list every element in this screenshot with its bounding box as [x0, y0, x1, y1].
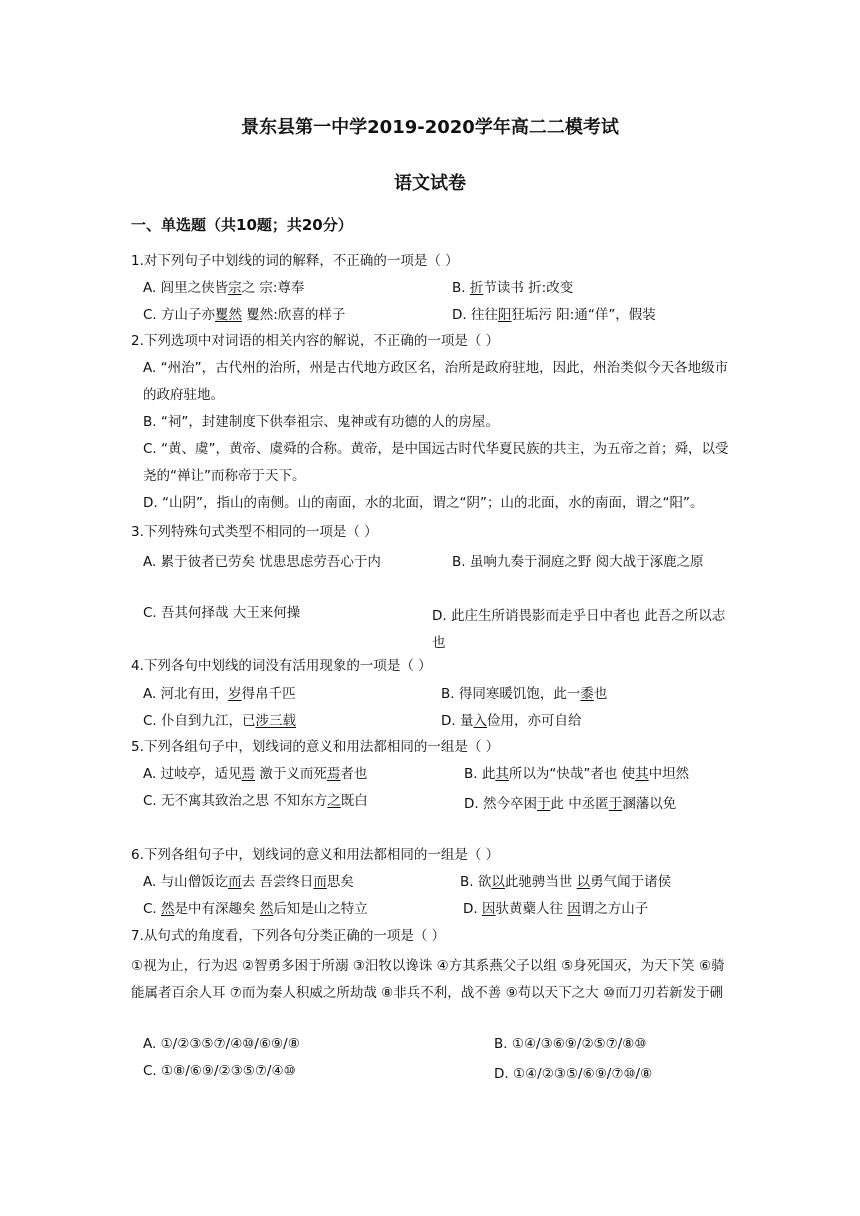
sentence-list: ①视为止，行为迟 ②智勇多困于所溺 ③汨牧以谗诛 ④方其系燕父子以组 ⑤身死国灭，为天下笑 ⑥骑能属者百余人耳 ⑦而为秦人积威之所劫哉 ⑧非兵不利，战不善 ⑨苟以天下之大 ⑩而刀刃若新发于硎 — [131, 958, 725, 1001]
exam-subtitle: 语文试卷 — [394, 173, 466, 194]
section-title: 一、单选题（共10题；共20分） — [131, 216, 353, 234]
question-stem: 1.对下列句子中划线的词的解释，不正确的一项是（ ） — [131, 253, 459, 269]
option-b: B. “祠”，封建制度下供奉祖宗、鬼神或有功德的人的房屋。 — [143, 414, 499, 430]
option-d: D. “山阴”，指山的南侧。山的南面，水的北面，谓之“阴”；山的北面，水的南面，谓之“阳”。 — [143, 495, 704, 511]
option-a: A. ①/②③⑤⑦/④⑩/⑥⑨/⑧ — [143, 1036, 300, 1052]
option-b: B. 折节读书 折:改变 — [452, 280, 574, 296]
option-b: B. 此其所以为“快哉”者也 使其中坦然 — [464, 766, 690, 782]
option-a: A. “州治”，古代州的治所，州是古代地方政区名，治所是政府驻地，因此，州治类似今天各地级市的政府驻地。 — [143, 360, 729, 403]
option-c: C. 然是中有深趣矣 然后知是山之特立 — [143, 901, 368, 917]
option-d: D. ①④/②③⑤/⑥⑨/⑦⑩/⑧ — [494, 1066, 653, 1082]
option-a: A. 闾里之侠皆宗之 宗:尊奉 — [143, 280, 305, 296]
option-c: C. ①⑧/⑥⑨/②③⑤⑦/④⑩ — [143, 1063, 296, 1079]
option-d: D. 然今卒困于此 中丞匿于溷藩以免 — [464, 796, 677, 812]
option-d: D. 量入俭用，亦可自给 — [441, 713, 582, 729]
option-b: B. ①④/③⑥⑨/②⑤⑦/⑧⑩ — [494, 1036, 647, 1052]
option-d: D. 往往阳狂垢污 阳:通“佯”，假装 — [452, 307, 656, 323]
option-c: C. 无不寓其致治之思 不知东方之既白 — [143, 793, 368, 809]
option-c: C. 方山子亦矍然 矍然:欣喜的样子 — [143, 307, 346, 323]
question-stem: 2.下列选项中对词语的相关内容的解说，不正确的一项是（ ） — [131, 333, 500, 349]
option-a: A. 与山僧饭讫而去 吾尝终日而思矣 — [143, 874, 354, 890]
question-stem: 6.下列各组句子中，划线词的意义和用法都相同的一组是（ ） — [131, 847, 500, 863]
option-d: D. 此庄生所诮畏影而走乎日中者也 此吾之所以志也 — [432, 608, 726, 651]
exam-title: 景东县第一中学2019-2020学年高二二模考试 — [241, 117, 619, 138]
option-b: B. 欲以此驰骋当世 以勇气闻于诸侯 — [460, 874, 672, 890]
option-d: D. 因驮黄蘗人往 因谓之方山子 — [463, 901, 649, 917]
option-b: B. 得同寒暖饥饱，此一黍也 — [441, 686, 608, 702]
option-c: C. “黄、虞”，黄帝、虞舜的合称。黄帝，是中国远古时代华夏民族的共主，为五帝之首；舜，以受尧的“禅让”而称帝于天下。 — [143, 441, 729, 484]
question-stem: 3.下列特殊句式类型不相同的一项是（ ） — [131, 524, 378, 540]
option-b: B. 虽响九奏于洞庭之野 阅大战于涿鹿之原 — [452, 554, 704, 570]
question-stem: 5.下列各组句子中，划线词的意义和用法都相同的一组是（ ） — [131, 739, 500, 755]
question-stem: 4.下列各句中划线的词没有活用现象的一项是（ ） — [131, 658, 432, 674]
option-a: A. 河北有田，岁得帛千匹 — [143, 686, 296, 702]
option-a: A. 累于彼者已劳矣 忧患思虑劳吾心于内 — [143, 554, 381, 570]
option-c: C. 仆自到九江，已涉三载 — [143, 713, 297, 729]
question-stem: 7.从句式的角度看，下列各句分类正确的一项是（ ） — [131, 928, 446, 944]
option-c: C. 吾其何择哉 大王来何操 — [143, 605, 301, 621]
option-a: A. 过岐亭，适见焉 激于义而死焉者也 — [143, 766, 368, 782]
